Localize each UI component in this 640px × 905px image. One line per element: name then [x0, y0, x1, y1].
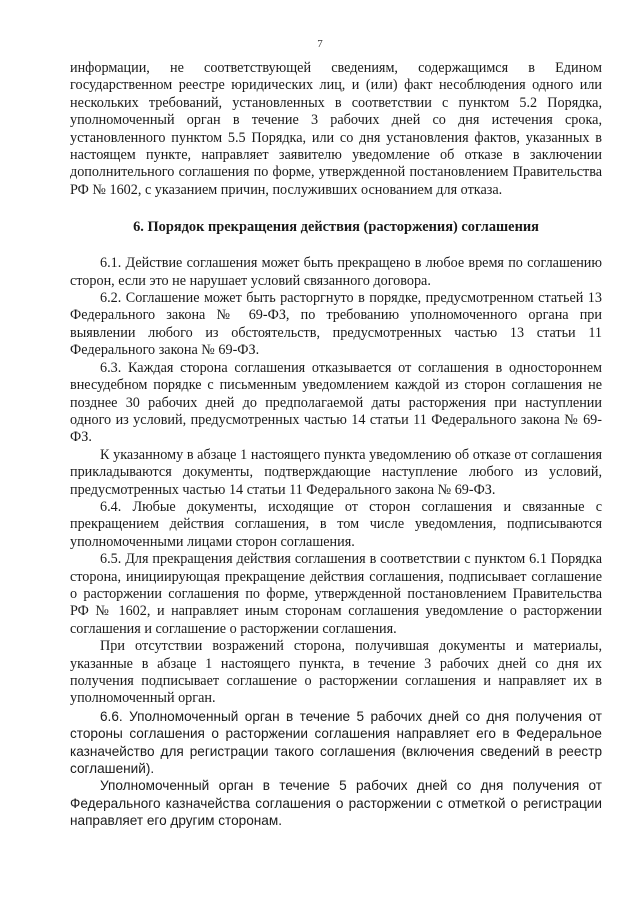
paragraph-6-3-attachment: К указанному в абзаце 1 настоящего пункта уведомлению об отказе от соглашения прикладываются документы, подтверждающие наступление любого из условий, предусмотренных частью 14 статьи 11 Федерального закона № 69-ФЗ.	[70, 446, 602, 498]
document-body	[70, 60, 602, 830]
intro-paragraph: информации, не соответствующей сведениям, содержащимся в Едином государственном реестре юридических лиц, и (или) факт несоблюдения одного или нескольких требований, установленных в соответствии с пунктом 5.2 Порядка, уполномоченный орган в течение 3 рабочих дней со дня истечения срока, установленного пунктом 5.5 Порядка, или со дня установления фактов, указанных в настоящем пункте, направляет заявителю уведомление об отказе в заключении дополнительного соглашения по форме, утвержденной постановлением Правительства РФ № 1602, с указанием причин, послуживших основанием для отказа.	[70, 60, 602, 198]
paragraph-6-1: 6.1. Действие соглашения может быть прекращено в любое время по соглашению сторон, если это не нарушает условий связанного договора.	[70, 255, 602, 289]
paragraph-6-6: 6.6. Уполномоченный орган в течение 5 рабочих дней со дня получения от стороны соглашения о расторжении соглашения направляет его в Федеральное казначейство для регистрации такого соглашения (включения сведений в реестр соглашений).	[70, 708, 602, 777]
paragraph-6-5-no-objections: При отсутствии возражений сторона, получившая документы и материалы, указанные в абзаце 1 настоящего пункта, в течение 3 рабочих дней со дня их получения подписывает соглашение о расторжении соглашения и направляет их в уполномоченный орган.	[70, 638, 602, 707]
paragraph-6-6-registration: Уполномоченный орган в течение 5 рабочих дней со дня получения от Федерального казначейства соглашения о расторжении с отметкой о регистрации направляет его другим сторонам.	[70, 778, 602, 829]
paragraph-6-5: 6.5. Для прекращения действия соглашения в соответствии с пунктом 6.1 Порядка сторона, инициирующая прекращение действия соглашения, подписывает соглашение о расторжении соглашения по форме, утвержденной постановлением Правительства РФ № 1602, и направляет иным сторонам соглашения уведомление о расторжении соглашения и соглашение о расторжении соглашения.	[70, 551, 602, 637]
paragraph-6-4: 6.4. Любые документы, исходящие от сторон соглашения и связанные с прекращением действия соглашения, в том числе уведомления, подписываются уполномоченными лицами сторон соглашения.	[70, 498, 602, 550]
paragraph-6-3: 6.3. Каждая сторона соглашения отказывается от соглашения в одностороннем внесудебном порядке с письменным уведомлением каждой из сторон соглашения не позднее 30 рабочих дней до предполагаемой даты расторжения при наступлении одного из условий, предусмотренных частью 14 статьи 11 Федерального закона № 69-ФЗ.	[70, 359, 602, 446]
paragraph-6-2: 6.2. Соглашение может быть расторгнуто в порядке, предусмотренном статьей 13 Федерального закона № 69-ФЗ, по требованию уполномоченного органа при выявлении любого из обстоятельств, предусмотренных частью 13 статьи 11 Федерального закона № 69-ФЗ.	[70, 290, 602, 359]
section-heading: 6. Порядок прекращения действия (расторжения) соглашения	[133, 219, 539, 236]
page-number: 7	[317, 38, 323, 50]
